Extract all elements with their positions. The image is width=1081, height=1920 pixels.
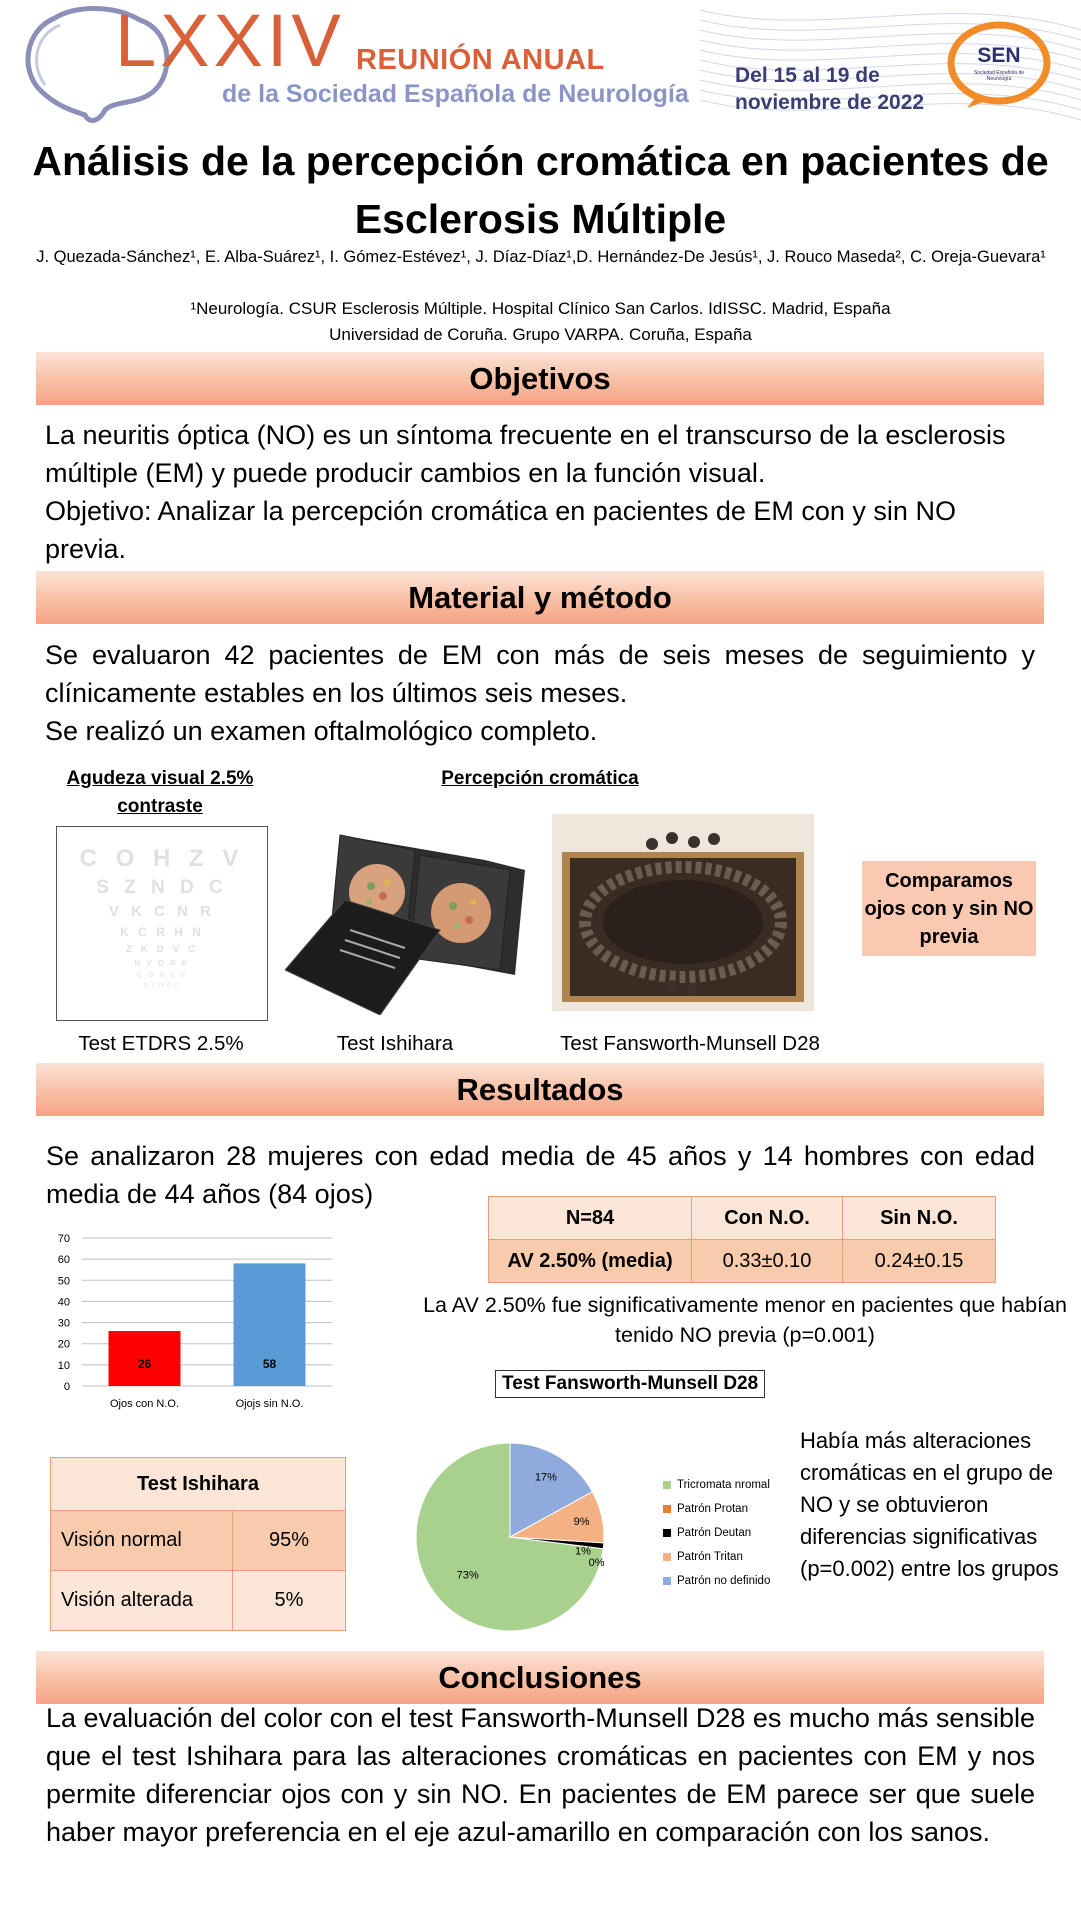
y-tick-label: 50 xyxy=(57,1275,70,1288)
ishihara-table-title: Test Ishihara xyxy=(51,1458,346,1511)
x-tick-label: Ojos con N.O. xyxy=(109,1398,180,1410)
congress-number: LXXIV xyxy=(115,0,345,82)
table-cell: Visión alterada xyxy=(51,1571,233,1631)
y-tick-label: 70 xyxy=(57,1233,70,1245)
agudeza-heading: Agudeza visual 2.5% contraste xyxy=(66,768,254,817)
y-tick-label: 0 xyxy=(63,1381,70,1393)
section-objetivos-heading: Objetivos xyxy=(36,352,1044,405)
y-tick-label: 20 xyxy=(57,1338,70,1351)
pie-chart xyxy=(370,1435,620,1635)
table-header-cell: N=84 xyxy=(489,1197,692,1240)
fansworth-tray-image xyxy=(552,814,814,1011)
conclusiones-text: La evaluación del color con el test Fansworth-Munsell D28 es mucho más sensible que el test Ishihara para las alteraciones cromáticas en pacientes con EM y nos permite diferenciar ojos con y sin NO. En pacientes de EM parece ser que suele haber mayor preferencia en el eje azul-amarillo en comparación con los sanos. xyxy=(46,1703,1035,1847)
table-row xyxy=(51,1511,346,1571)
x-tick-label: Ojojs sin N.O. xyxy=(235,1398,304,1410)
table-row xyxy=(51,1571,346,1631)
y-tick-label: 30 xyxy=(57,1317,70,1330)
congress-dates: Del 15 al 19 de noviembre de 2022 xyxy=(735,64,925,114)
pie-data-label: 17% xyxy=(534,1471,557,1484)
table-header-row xyxy=(51,1458,346,1511)
resultados-text: Se analizaron 28 mujeres con edad media de 45 años y 14 hombres con edad media de 44 años (84 ojos) xyxy=(46,1141,1035,1209)
etdrs-row: S Z N D C xyxy=(96,877,228,898)
section-metodo-heading: Material y método xyxy=(36,571,1044,624)
table-cell: Visión normal xyxy=(51,1511,233,1571)
table-header-cell: Sin N.O. xyxy=(843,1197,996,1240)
pie-data-label: 73% xyxy=(456,1569,479,1582)
av-note: La AV 2.50% fue significativamente menor en pacientes que habían tenido NO previa (p=0.001) xyxy=(423,1293,1067,1347)
percepcion-heading: Percepción cromática xyxy=(441,768,639,789)
etdrs-chart-image xyxy=(56,826,268,1021)
caption-fansworth: Test Fansworth-Munsell D28 xyxy=(560,1032,820,1055)
sen-logo-text: SEN xyxy=(977,44,1021,67)
pie-legend xyxy=(663,1473,803,1593)
authors: J. Quezada-Sánchez¹, E. Alba-Suárez¹, I. Gómez-Estévez¹, J. Díaz-Díaz¹,D. Hernández-De Jesús¹, J. Rouco Maseda², C. Oreja-Guevara¹ xyxy=(36,248,1046,266)
caption-etdrs: Test ETDRS 2.5% xyxy=(78,1032,244,1055)
header-banner xyxy=(0,0,1081,135)
legend-item: Tricromata nromal xyxy=(663,1473,803,1497)
fm-note: Había más alteraciones cromáticas en el grupo de NO y se obtuvieron diferencias significativas (p=0.002) entre los grupos xyxy=(800,1428,1059,1581)
etdrs-row: K C R H N xyxy=(120,925,204,939)
fm-chart-title: Test Fansworth-Munsell D28 xyxy=(495,1370,765,1398)
y-tick-label: 10 xyxy=(57,1359,70,1372)
poster-title: Análisis de la percepción cromática en pacientes de Esclerosis Múltiple xyxy=(32,138,1049,242)
caption-ishihara: Test Ishihara xyxy=(336,1032,454,1055)
bar-chart xyxy=(40,1218,340,1418)
pie-data-label: 1% xyxy=(574,1545,591,1558)
pie-data-label: 0% xyxy=(588,1556,605,1569)
section-resultados-heading: Resultados xyxy=(36,1063,1044,1116)
table-cell: 0.24±0.15 xyxy=(843,1240,996,1283)
etdrs-row: Z K D V C xyxy=(125,944,199,955)
society-name: de la Sociedad Española de Neurología xyxy=(222,80,689,108)
table-header-row xyxy=(489,1197,996,1240)
objetivos-text: La neuritis óptica (NO) es un síntoma frecuente en el transcurso de la esclerosis múltiple (EM) y puede producir cambios en la función visual. Objetivo: Analizar la percepción cromática en pacientes de EM con y sin NO previa. xyxy=(45,420,1006,564)
legend-item: Patrón no definido xyxy=(663,1569,803,1593)
bar-data-label: 26 xyxy=(137,1357,152,1371)
etdrs-row: V K C N R xyxy=(108,903,215,920)
av-table xyxy=(488,1196,996,1283)
etdrs-row: H V D R K xyxy=(134,959,190,968)
sen-logo xyxy=(945,18,1053,108)
pie-data-label: 9% xyxy=(573,1516,590,1529)
table-header-cell: Con N.O. xyxy=(692,1197,843,1240)
y-tick-label: 40 xyxy=(57,1296,70,1309)
bar-data-label: 58 xyxy=(262,1357,277,1371)
etdrs-row: C O H Z V xyxy=(136,972,188,979)
sen-logo-subtext: Sociedad Española de Neurología xyxy=(973,70,1025,82)
table-cell: 0.33±0.10 xyxy=(692,1240,843,1283)
affiliations: ¹Neurología. CSUR Esclerosis Múltiple. Hospital Clínico San Carlos. IdISSC. Madrid, España Universidad de Coruña. Grupo VARPA. Coruña, España xyxy=(190,299,891,344)
table-cell: 95% xyxy=(233,1511,346,1571)
ishihara-book-image xyxy=(285,830,525,1015)
y-tick-label: 60 xyxy=(57,1254,70,1267)
section-conclusiones-heading: Conclusiones xyxy=(36,1651,1044,1704)
table-cell: 5% xyxy=(233,1571,346,1631)
legend-item: Patrón Deutan xyxy=(663,1521,803,1545)
callout-comparamos: Comparamos ojos con y sin NO previa xyxy=(862,861,1036,956)
etdrs-row: S Z N D C xyxy=(143,983,181,989)
table-cell: AV 2.50% (media) xyxy=(489,1240,692,1283)
ishihara-table xyxy=(50,1457,346,1631)
etdrs-row: C O H Z V xyxy=(79,845,245,872)
metodo-text: Se evaluaron 42 pacientes de EM con más de seis meses de seguimiento y clínicamente estables en los últimos seis meses. Se realizó un examen oftalmológico completo. xyxy=(45,640,1035,746)
legend-item: Patrón Protan xyxy=(663,1497,803,1521)
table-row xyxy=(489,1240,996,1283)
congress-name: REUNIÓN ANUAL xyxy=(356,44,605,76)
legend-item: Patrón Tritan xyxy=(663,1545,803,1569)
